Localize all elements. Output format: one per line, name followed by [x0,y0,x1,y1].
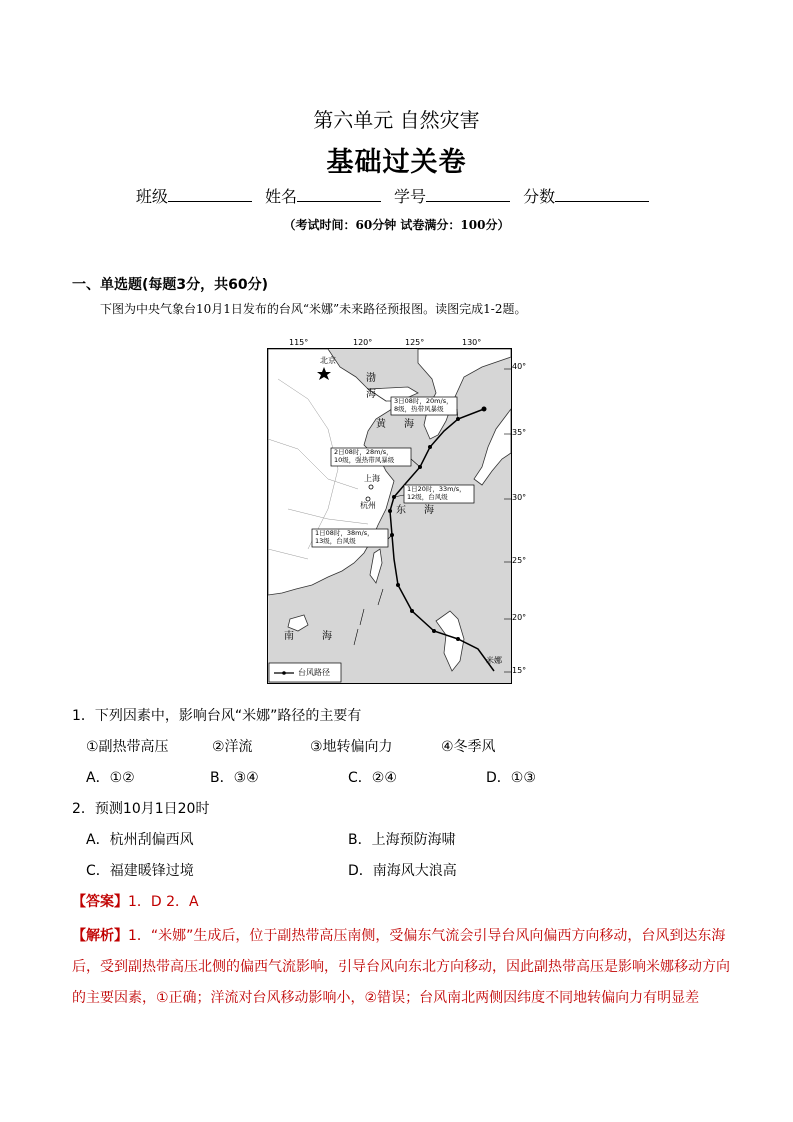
place-label: 北京 [320,356,336,365]
lon-label: 115° [289,338,309,347]
paper-title: 基础过关卷 [326,147,467,178]
callout-text: 3日08时，20m/s， 8级，热带风暴级 [394,397,453,413]
student-id-label: 学号 [394,187,427,206]
q2-option-b[interactable]: B．上海预防海啸 [348,832,456,848]
class-blank [168,185,252,202]
score-label: 分数 [523,187,556,206]
legend-point [282,671,286,675]
q1-option-b[interactable]: B．③④ [210,770,259,786]
name-label: 姓名 [264,187,297,206]
q1-item: ④冬季风 [441,739,496,755]
callout-text: 1日20时，33m/s， 12级，台风级 [407,485,466,501]
lon-label: 130° [462,338,482,347]
place-label: 海 [424,505,434,516]
score-blank [555,185,649,202]
analysis-paragraph [72,921,732,1014]
map-lat-labels [512,348,542,682]
analysis-text: 1．“米娜”生成后，位于副热带高压南侧，受偏东气流会引导台风向偏西方向移动，台风到达东海后，受到副热带高压北侧的偏西气流影响，引导台风向东北方向移动，因此副热带高压是影响米娜移动方向的主要因素，①正确；洋流对台风移动影响小，②错误；台风南北两侧因纬度不同地转偏向力有明显差 [72,928,730,1006]
answer-line [72,891,199,911]
legend-label: 台风路径 [298,668,330,677]
place-label: 海 [366,389,376,400]
lat-label: 40° [512,362,527,371]
section-intro: 下图为中央气象台10月1日发布的台风“米娜”未来路径预报图。读图完成1-2题。 [100,302,527,316]
place-label: 海 [322,631,332,642]
lon-label: 125° [405,338,425,347]
q1-option-c[interactable]: C．②④ [348,770,397,786]
map-graphic [268,349,511,683]
unit-title: 第六单元 自然灾害 [313,108,480,132]
lat-label: 15° [512,666,527,675]
q1-item: ②洋流 [212,739,253,755]
exam-note: （考试时间：60分钟 试卷满分：100分） [283,218,510,232]
place-label: 黄 [376,419,386,430]
lat-label: 25° [512,556,527,565]
question-2-stem: 2．预测10月1日20时 [72,801,210,817]
q1-option-d[interactable]: D．①③ [486,770,536,786]
typhoon-name-label: 米娜 [486,656,502,665]
name-blank [297,185,381,202]
place-label: 渤 [366,373,376,384]
lon-label: 120° [353,338,373,347]
callout-text: 1日08时，38m/s， 13级，台风级 [315,529,374,545]
answer-text: 1．D 2．A [128,894,199,910]
typhoon-track-map [267,348,512,684]
section-heading: 一、单选题(每题3分，共60分) [72,277,269,293]
q2-option-a[interactable]: A．杭州刮偏西风 [86,832,194,848]
question-1-stem: 1．下列因素中，影响台风“米娜”路径的主要有 [72,708,362,724]
callout-text: 2日08时，28m/s， 10级，强热带风暴级 [334,448,395,464]
place-label: 海 [404,419,414,430]
analysis-label: 【解析】 [72,928,128,944]
q2-option-c[interactable]: C．福建暖锋过境 [86,863,194,879]
place-label: 上海 [364,474,380,483]
place-label: 杭州 [360,501,376,510]
lat-label: 30° [512,493,527,502]
class-label: 班级 [135,187,168,206]
place-label: 东 [396,505,406,516]
q2-option-d[interactable]: D．南海风大浪高 [348,863,457,879]
student-info-line [0,184,793,207]
lat-label: 35° [512,428,527,437]
place-label: 南 [284,631,294,642]
q1-item: ③地转偏向力 [310,739,393,755]
q1-option-a[interactable]: A．①② [86,770,135,786]
lat-label: 20° [512,613,527,622]
q1-item: ①副热带高压 [86,739,169,755]
answer-label: 【答案】 [72,894,128,910]
student-id-blank [426,185,510,202]
